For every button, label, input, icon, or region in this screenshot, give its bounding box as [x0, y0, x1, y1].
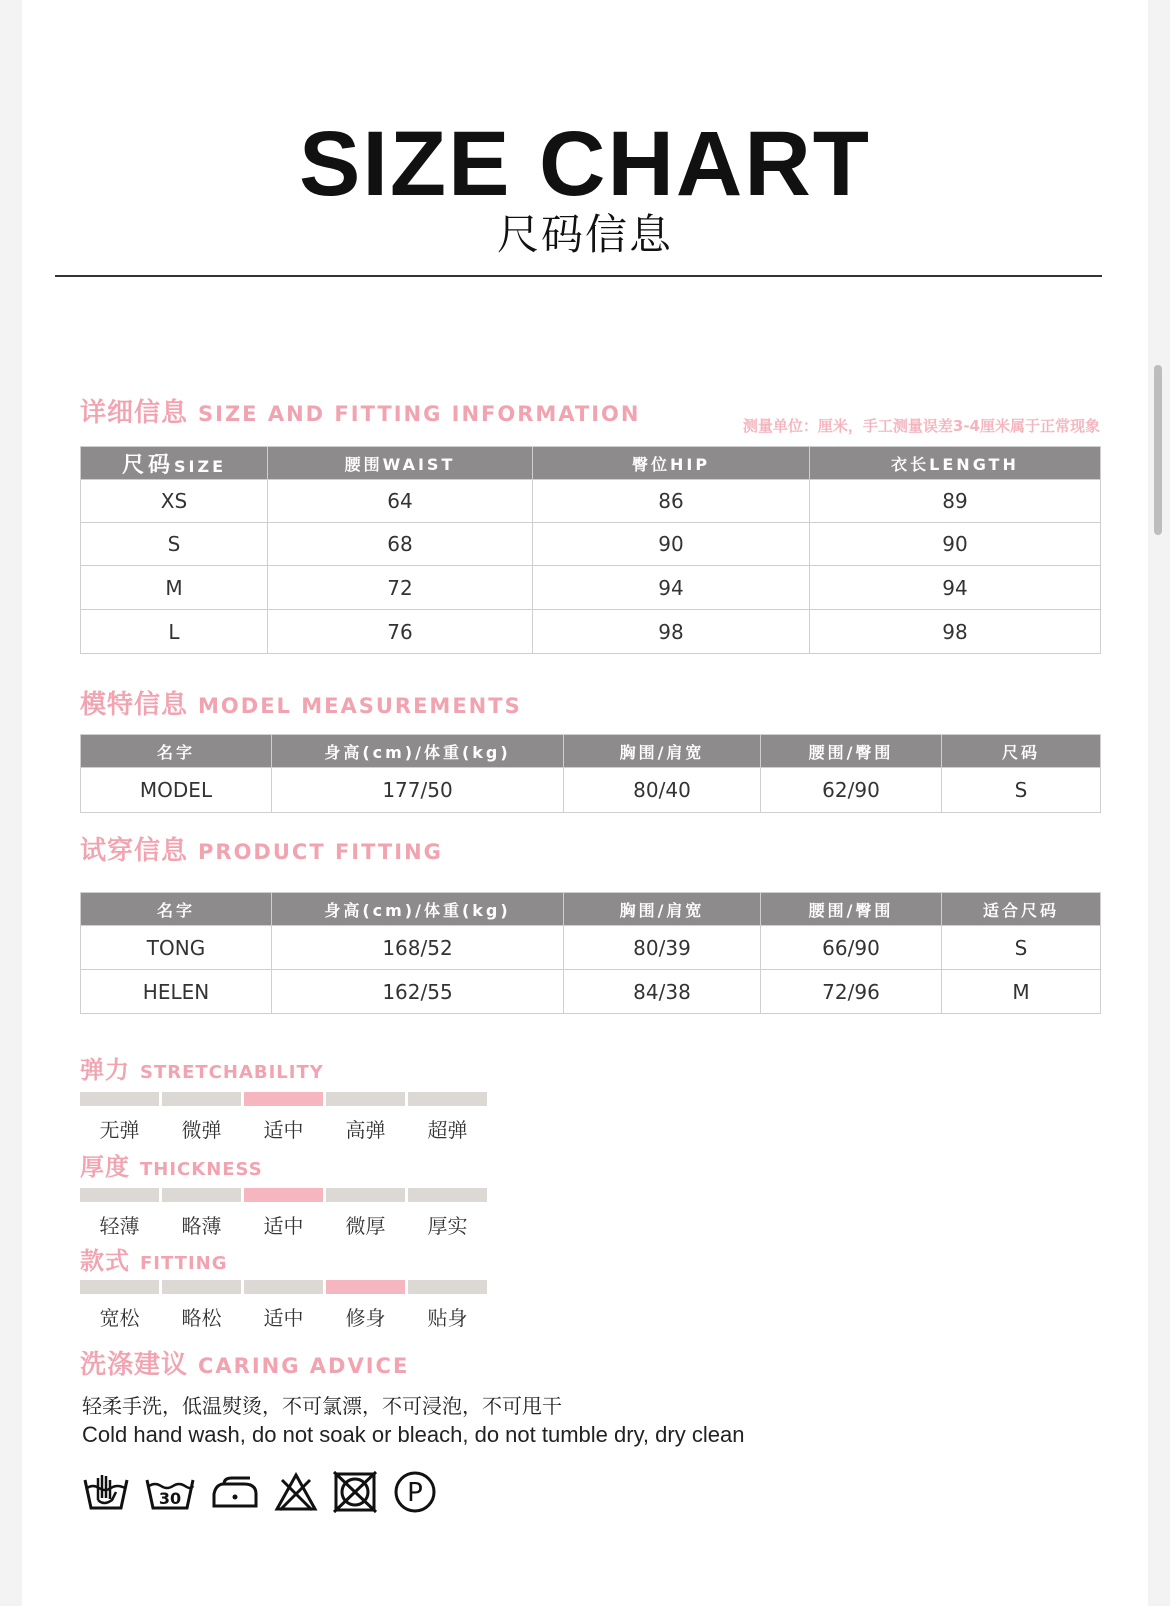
cell-size: S: [942, 768, 1101, 813]
fit-bar: [80, 1280, 159, 1294]
header-size-cn: 尺码: [121, 452, 174, 478]
fit-option: 贴身: [427, 1306, 468, 1330]
stretch-labels: [80, 1114, 487, 1143]
thickness-option: 略薄: [181, 1214, 222, 1238]
fit-labels: [80, 1302, 487, 1331]
cell-waist: 68: [268, 523, 533, 566]
fit-bar: [408, 1280, 487, 1294]
stretch-option: 超弹: [427, 1118, 468, 1142]
thickness-title-en: THICKNESS: [140, 1159, 263, 1180]
thickness-bars: [80, 1188, 487, 1202]
header-height-weight: 身高(cm)/体重(kg): [272, 893, 564, 926]
cell-waist-hip: 66/90: [761, 926, 942, 970]
dry-clean-p-icon: [392, 1470, 438, 1514]
header-bust-shoulder: 胸围/肩宽: [564, 735, 761, 768]
page-subtitle: 尺码信息: [496, 210, 673, 259]
thickness-bar: [244, 1188, 323, 1202]
cell-length: 89: [810, 480, 1101, 523]
cell-name: TONG: [81, 926, 272, 970]
stretch-heading: [80, 1058, 324, 1082]
stretch-bar: [408, 1092, 487, 1106]
fit-option: 宽松: [99, 1306, 140, 1330]
header-length: [810, 447, 1101, 480]
header-waist-en: WAIST: [382, 454, 456, 474]
fit-title-en: FITTING: [140, 1253, 228, 1274]
cell-waist-hip: 72/96: [761, 970, 942, 1014]
cell-bust-shoulder: 80/40: [564, 768, 761, 813]
cell-bust-shoulder: 80/39: [564, 926, 761, 970]
cell-height-weight: 177/50: [272, 768, 564, 813]
fit-scale: [80, 1280, 487, 1331]
header-bust-shoulder: 胸围/肩宽: [564, 893, 761, 926]
stretch-option: 高弹: [345, 1118, 386, 1142]
table-row: [81, 768, 1101, 813]
cell-name: HELEN: [81, 970, 272, 1014]
stretch-scale: [80, 1092, 487, 1143]
model-table-header: [81, 735, 1101, 768]
stretch-bars: [80, 1092, 487, 1106]
cell-height-weight: 168/52: [272, 926, 564, 970]
care-text-en: Cold hand wash, do not soak or bleach, do not tumble dry, dry clean: [82, 1422, 745, 1447]
header-name: 名字: [81, 893, 272, 926]
cell-waist: 72: [268, 566, 533, 610]
header-hip-cn: 臀位: [631, 454, 670, 474]
header-waist: [268, 447, 533, 480]
care-text-cn: 轻柔手洗，低温熨烫，不可氯漂，不可浸泡，不可甩干: [82, 1394, 562, 1418]
stretch-bar: [326, 1092, 405, 1106]
thickness-heading: [80, 1155, 263, 1179]
model-section-heading: [80, 692, 522, 718]
stretch-option: 适中: [263, 1118, 304, 1142]
model-table: [80, 734, 1101, 813]
fitting-section-title-en: PRODUCT FITTING: [198, 840, 443, 864]
cell-size: S: [81, 523, 268, 566]
stretch-title-en: STRETCHABILITY: [140, 1062, 324, 1083]
table-row: [81, 566, 1101, 610]
header-hip: [533, 447, 810, 480]
title-divider: [55, 275, 1102, 277]
fitting-section-title-cn: 试穿信息: [80, 836, 189, 866]
scrollbar[interactable]: [1154, 365, 1162, 535]
cell-name: MODEL: [81, 768, 272, 813]
header-waist-hip: 腰围/臀围: [761, 893, 942, 926]
cell-size: XS: [81, 480, 268, 523]
fit-option: 修身: [345, 1306, 386, 1330]
thickness-title-cn: 厚度: [80, 1153, 130, 1181]
header-fit-size: 适合尺码: [942, 893, 1101, 926]
fit-title-cn: 款式: [80, 1247, 130, 1275]
cell-length: 98: [810, 610, 1101, 654]
header-length-en: LENGTH: [929, 454, 1019, 474]
table-row: [81, 610, 1101, 654]
cell-waist: 76: [268, 610, 533, 654]
cell-size: M: [81, 566, 268, 610]
cell-size: S: [942, 926, 1101, 970]
cell-hip: 94: [533, 566, 810, 610]
size-section-heading: [80, 400, 640, 426]
size-table-header: [81, 447, 1101, 480]
header-size-en: SIZE: [174, 456, 227, 476]
cell-length: 94: [810, 566, 1101, 610]
thickness-bar: [162, 1188, 241, 1202]
header-waist-hip: 腰围/臀围: [761, 735, 942, 768]
table-row: [81, 523, 1101, 566]
cell-height-weight: 162/55: [272, 970, 564, 1014]
table-row: [81, 926, 1101, 970]
fit-bars: [80, 1280, 487, 1294]
fit-option: 略松: [181, 1306, 222, 1330]
cell-size: L: [81, 610, 268, 654]
fitting-table: [80, 892, 1101, 1014]
fit-bar: [326, 1280, 405, 1294]
thickness-option: 微厚: [345, 1214, 386, 1238]
cell-length: 90: [810, 523, 1101, 566]
header-size: [81, 447, 268, 480]
fit-bar: [244, 1280, 323, 1294]
table-row: [81, 480, 1101, 523]
stretch-bar: [162, 1092, 241, 1106]
page-title: SIZE CHART: [299, 113, 871, 215]
care-title-cn: 洗涤建议: [80, 1350, 189, 1380]
cell-waist: 64: [268, 480, 533, 523]
cell-waist-hip: 62/90: [761, 768, 942, 813]
hand-wash-icon: [82, 1472, 130, 1512]
size-section-title-cn: 详细信息: [80, 398, 189, 428]
stretch-bar: [244, 1092, 323, 1106]
measurement-note: 测量单位：厘米，手工测量误差3-4厘米属于正常现象: [742, 417, 1100, 435]
size-section-title-en: SIZE AND FITTING INFORMATION: [198, 402, 641, 426]
stretch-title-cn: 弹力: [80, 1056, 130, 1084]
care-heading: [80, 1352, 409, 1378]
header-waist-cn: 腰围: [344, 454, 383, 474]
thickness-labels: [80, 1210, 487, 1239]
thickness-option: 厚实: [427, 1214, 468, 1238]
wash-30-icon: [144, 1472, 196, 1512]
low-iron-icon: [210, 1472, 260, 1512]
table-row: [81, 970, 1101, 1014]
header-size: 尺码: [942, 735, 1101, 768]
thickness-bar: [408, 1188, 487, 1202]
cell-hip: 98: [533, 610, 810, 654]
header-name: 名字: [81, 735, 272, 768]
thickness-bar: [326, 1188, 405, 1202]
header-length-cn: 衣长: [891, 454, 930, 474]
header-hip-en: HIP: [669, 454, 711, 474]
thickness-scale: [80, 1188, 487, 1239]
thickness-option: 适中: [263, 1214, 304, 1238]
no-tumble-dry-icon: [332, 1470, 378, 1514]
model-section-title-cn: 模特信息: [80, 690, 189, 720]
size-table: [80, 446, 1101, 654]
care-title-en: CARING ADVICE: [198, 1354, 410, 1378]
wash-temp-label: 30: [158, 1489, 182, 1508]
care-icons: [82, 1470, 438, 1514]
fit-bar: [162, 1280, 241, 1294]
header-height-weight: 身高(cm)/体重(kg): [272, 735, 564, 768]
cell-hip: 86: [533, 480, 810, 523]
fitting-table-header: [81, 893, 1101, 926]
stretch-option: 无弹: [99, 1118, 140, 1142]
cell-hip: 90: [533, 523, 810, 566]
stretch-bar: [80, 1092, 159, 1106]
fitting-section-heading: [80, 838, 443, 864]
thickness-option: 轻薄: [99, 1214, 140, 1238]
fit-option: 适中: [263, 1306, 304, 1330]
cell-size: M: [942, 970, 1101, 1014]
model-section-title-en: MODEL MEASUREMENTS: [198, 694, 522, 718]
fit-heading: [80, 1249, 228, 1273]
dry-clean-letter: P: [407, 1478, 423, 1508]
no-bleach-icon: [274, 1472, 318, 1512]
cell-bust-shoulder: 84/38: [564, 970, 761, 1014]
thickness-bar: [80, 1188, 159, 1202]
stretch-option: 微弹: [181, 1118, 222, 1142]
